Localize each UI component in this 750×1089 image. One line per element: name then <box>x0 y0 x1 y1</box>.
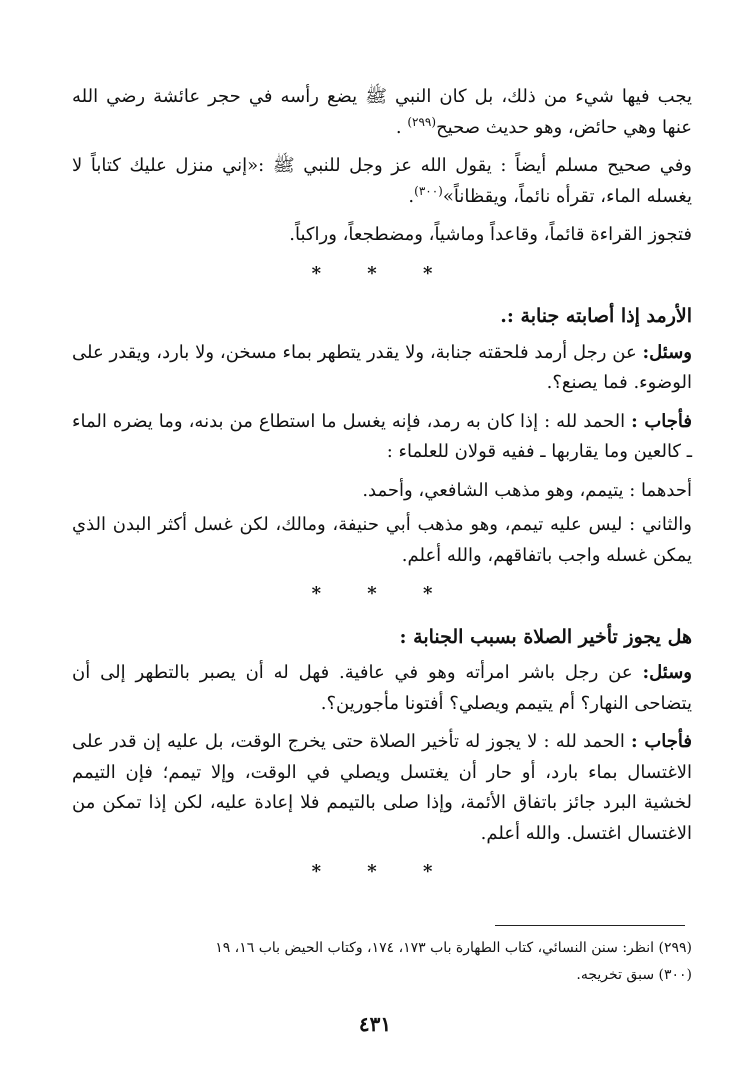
section-separator: * * * <box>311 583 453 604</box>
section-separator: * * * <box>311 861 453 882</box>
question-paragraph: وسئل: عن رجل باشر امرأته وهو في عافية. فهل له أن يصبر بالتطهر إلى أن يتضاحى النهار؟ أم يتيمم ويصلي؟ أفتونا مأجورين؟. <box>72 662 692 714</box>
footnote-ref: (٣٠٠) <box>414 183 443 198</box>
page-number: ٤٣١ <box>358 1012 392 1036</box>
footnotes <box>60 935 692 989</box>
footnote: (٢٩٩) انظر: سنن النسائي، كتاب الطهارة باب ١٧٣، ١٧٤، وكتاب الحيض باب ١٦، ١٩ <box>215 940 692 956</box>
paragraph: أحدهما : يتيمم، وهو مذهب الشافعي، وأحمد. <box>362 479 692 501</box>
question-label: وسئل: <box>642 341 692 363</box>
question-paragraph: وسئل: عن رجل أرمد فلحقته جنابة، ولا يقدر يتطهر بماء مسخن، ولا بارد، ويقدر على الوضوء. فما يصنع؟. <box>72 341 692 393</box>
section-heading: هل يجوز تأخير الصلاة بسبب الجنابة : <box>399 625 692 648</box>
footnote: (٣٠٠) سبق تخريجه. <box>576 967 692 983</box>
section-heading: الأرمد إذا أصابته جنابة :. <box>500 305 692 327</box>
answer-label: فأجاب : <box>631 731 692 752</box>
footnote-ref: (٢٩٩) <box>407 114 437 129</box>
answer-paragraph: فأجاب : الحمد لله : لا يجوز له تأخير الصلاة حتى يخرج الوقت، بل عليه إن قدر على الاغتسال بماء بارد، أو حار أن يغتسل ويصلي في الوقت، وإلا تيمم؛ فإن التيمم لخشية البرد جائز باتفاق الأئمة، وإذا صلى بالتيمم فلا إعادة عليه، لكن إذا تمكن من الاغتسال اغتسل. والله أعلم. <box>72 731 692 844</box>
answer-label: فأجاب : <box>631 410 692 432</box>
section-separator: * * * <box>311 262 453 284</box>
paragraph: فتجوز القراءة قائماً، وقاعداً وماشياً، ومضطجعاً، وراكباً. <box>289 224 692 245</box>
answer-paragraph: فأجاب : الحمد لله : إذا كان به رمد، فإنه يغسل ما استطاع من بدنه، وما يضره الماء ـ كالعين وما يقاربها ـ ففيه قولان للعلماء : <box>72 410 692 462</box>
paragraph: والثاني : ليس عليه تيمم، وهو مذهب أبي حنيفة، ومالك، لكن غسل أكثر البدن الذي يمكن غسله واجب باتفاقهم، والله أعلم. <box>72 514 692 566</box>
main-text <box>72 82 692 900</box>
footnote-divider <box>495 925 685 926</box>
question-label: وسئل: <box>642 662 692 683</box>
paragraph: يجب فيها شيء من ذلك، بل كان النبي ﷺ يضع رأسه في حجر عائشة رضي الله عنها وهي حائض، وهو حديث صحيح$^{(٢٩٩)}$ . <box>72 86 692 138</box>
paragraph: وفي صحيح مسلم أيضاً : يقول الله عز وجل للنبي ﷺ :«إني منزل عليك كتاباً لا يغسله الماء، تقرأه نائماً، ويقظاناً»$^{(٣٠٠)}$. <box>72 155 692 207</box>
